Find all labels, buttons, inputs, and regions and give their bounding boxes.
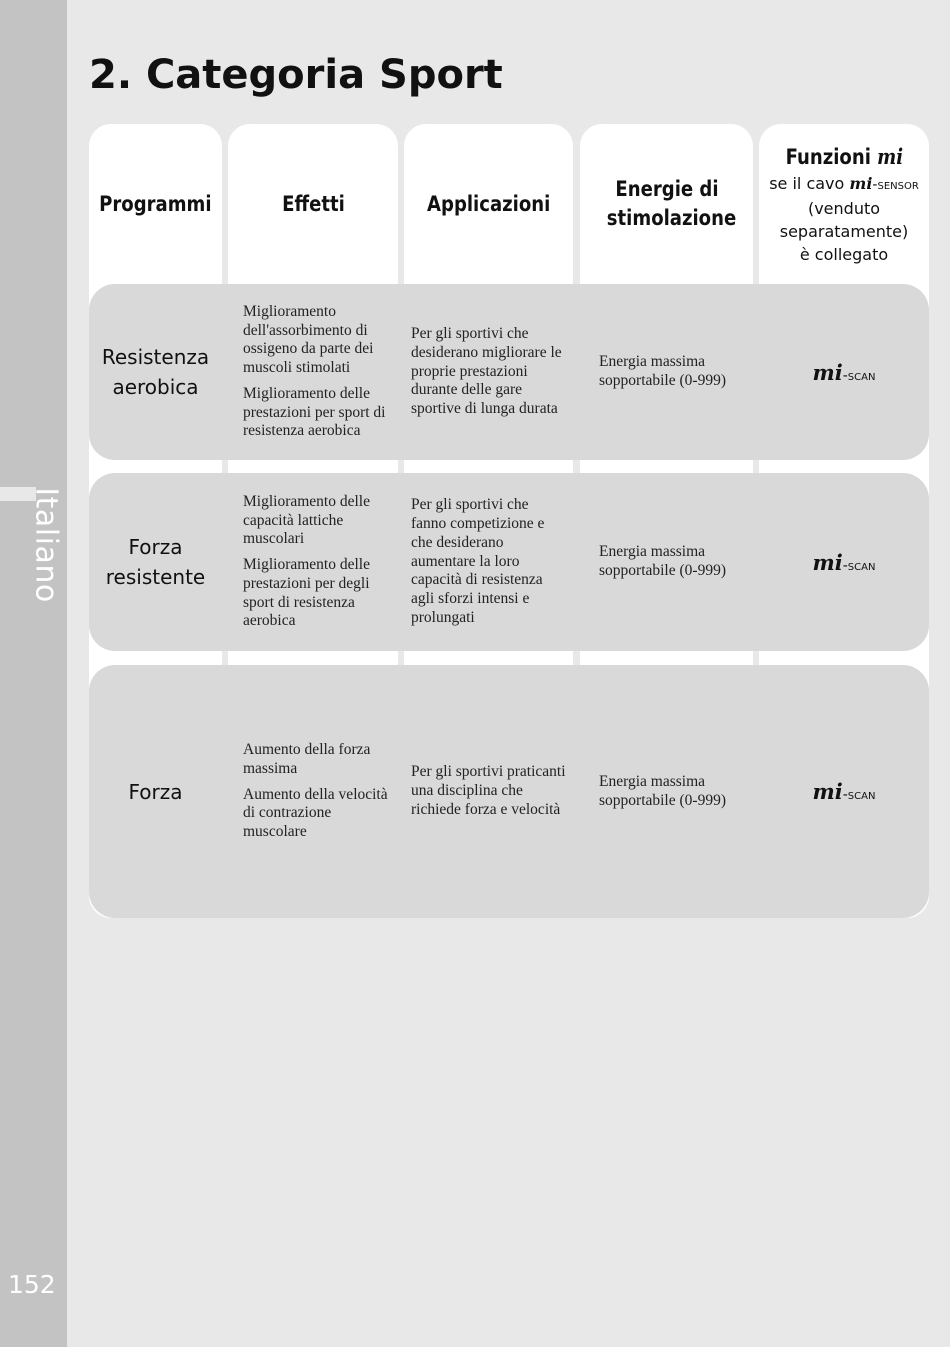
header-effetti: [228, 124, 398, 284]
row-1-energy-text: Energia massima sopportabile (0-999): [599, 353, 726, 389]
row-3-program: [89, 665, 222, 918]
row-3-energy-text: Energia massima sopportabile (0-999): [599, 772, 726, 809]
header-funzioni-title: [785, 142, 903, 172]
row-3-effect-1: Aumento della forza massima: [243, 741, 371, 777]
row-1-program: [89, 284, 222, 460]
row-1-effect-2: Miglioramento delle prestazioni per sport di resistenza aerobica: [243, 384, 386, 440]
row-1-function: [759, 284, 929, 460]
row-1-application-text: Per gli sportivi che desiderano migliorare le proprie prestazioni durante delle gare sportive di lunga durata: [411, 325, 562, 418]
header-energie: [580, 124, 753, 284]
mi-logo: mi: [812, 549, 843, 575]
row-2-program-label: Forza resistente: [105, 535, 206, 589]
header-programmi: [89, 124, 222, 284]
page-number: 152: [8, 1270, 56, 1299]
header-applicazioni: [404, 124, 573, 284]
row-3-function-scan: -scan: [842, 787, 876, 803]
header-funzioni-sensor: -sensor: [872, 177, 919, 193]
row-3-program-label: Forza: [128, 779, 183, 804]
header-funzioni-line2: (venduto: [807, 199, 881, 218]
row-3-application: [411, 665, 566, 918]
row-2-function: [759, 473, 929, 651]
header-funzioni: [759, 124, 929, 284]
side-strip: [0, 0, 67, 1347]
mi-logo: mi: [849, 174, 873, 193]
header-funzioni-prefix: se il cavo: [769, 174, 845, 193]
row-1-function-scan: -scan: [842, 367, 876, 384]
row-1-effect-1: Miglioramento dell'assorbimento di ossigeno da parte dei muscoli stimolati: [243, 302, 374, 377]
row-3-effect-2: Aumento della velocità di contrazione muscolare: [243, 785, 388, 841]
row-2-energy: [599, 473, 744, 651]
row-2-effect-1: Miglioramento delle capacità lattiche muscolari: [243, 492, 370, 548]
mi-logo: mi: [812, 779, 843, 804]
header-energie-label: Energie di stimolazione: [606, 177, 736, 230]
row-2-energy-text: Energia massima sopportabile (0-999): [599, 543, 726, 579]
row-2-program: [89, 473, 222, 651]
page-title: 2. Categoria Sport: [89, 52, 503, 98]
row-2-effect-2: Miglioramento delle prestazioni per degli sport di resistenza aerobica: [243, 556, 370, 630]
mi-logo: mi: [812, 359, 843, 385]
row-1-application: [411, 284, 566, 460]
header-funzioni-line1: [769, 172, 919, 197]
row-3-effects: [243, 665, 393, 918]
row-2-application: [411, 473, 566, 651]
row-2-application-text: Per gli sportivi che fanno competizione e che desiderano aumentare la loro capacità di resistenza agli sforzi intensi e prolungati: [411, 496, 545, 626]
row-1-energy: [599, 284, 744, 460]
header-funzioni-title-text: Funzioni: [785, 145, 871, 169]
header-funzioni-line4: è collegato: [799, 245, 889, 264]
row-1-effects: [243, 284, 393, 460]
row-3-energy: [599, 665, 744, 918]
language-label: Italiano: [28, 487, 64, 603]
row-2-function-scan: -scan: [842, 557, 876, 574]
mi-logo: mi: [876, 144, 903, 169]
row-3-application-text: Per gli sportivi praticanti una disciplina che richiede forza e velocità: [411, 763, 566, 818]
row-2-effects: [243, 473, 393, 651]
header-funzioni-line3: separatamente): [779, 222, 909, 241]
header-applicazioni-label: Applicazioni: [426, 191, 551, 216]
header-programmi-label: Programmi: [99, 191, 212, 216]
row-3-function: [759, 665, 929, 918]
row-1-program-label: Resistenza aerobica: [101, 345, 210, 399]
header-effetti-label: Effetti: [281, 191, 345, 216]
